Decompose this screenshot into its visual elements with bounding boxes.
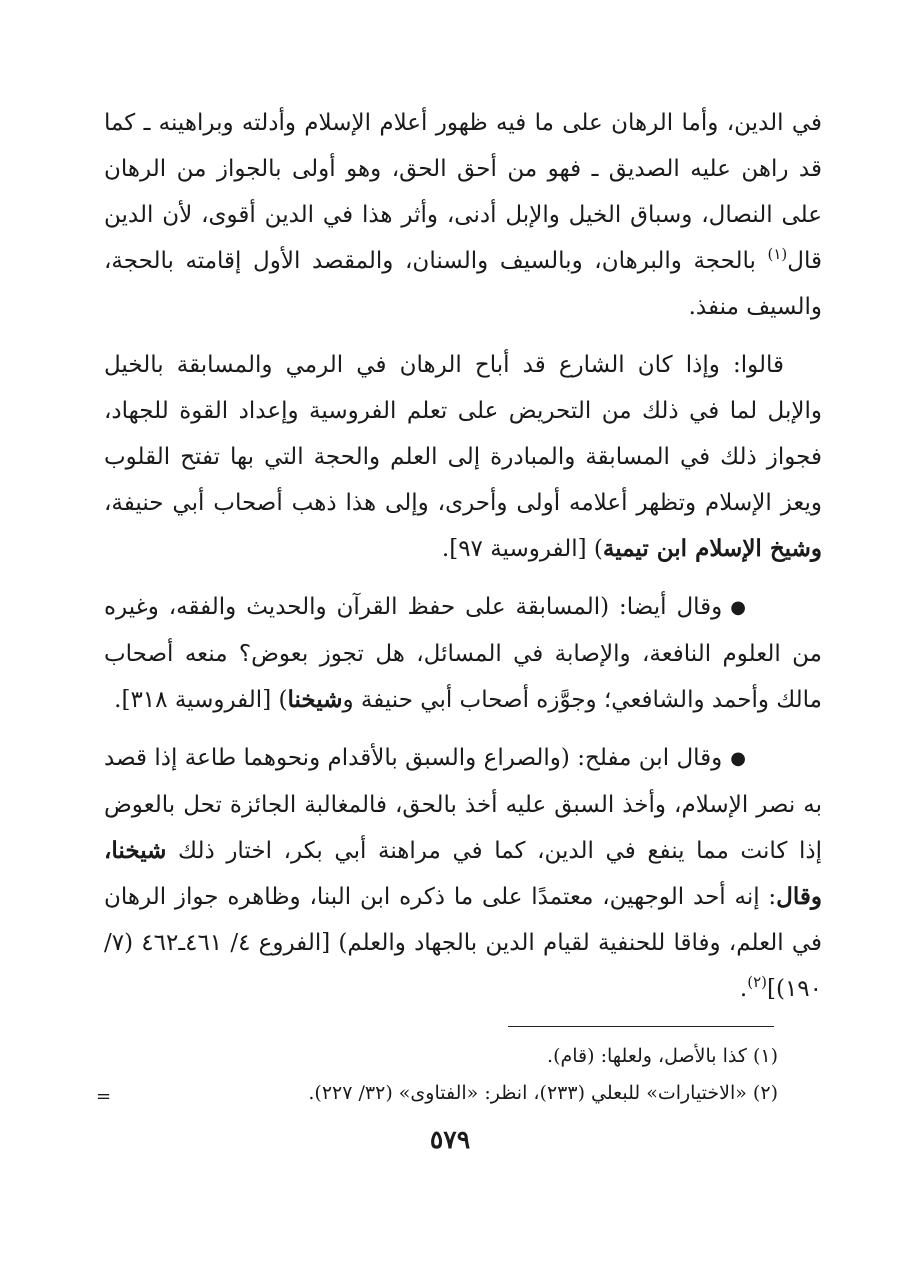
main-text <box>104 100 822 1012</box>
paragraph-3-bold: شيخنا <box>287 686 343 713</box>
footnote-2: (٢) «الاختيارات» للبعلي (٢٣٣)، انظر: «الفتاوى» (٣٢/ ٢٢٧). <box>308 1082 778 1104</box>
footnotes <box>210 1038 778 1112</box>
paragraph-2 <box>104 342 822 572</box>
paragraph-1-text: في الدين، وأما الرهان على ما فيه ظهور أعلام الإسلام وأدلته وبراهينه ـ كما قد راهن عليه الصديق ـ فهو من أحق الحق، وهو أولى بالجواز من الرهان على النصال، وسباق الخيل والإبل أدنى، وأثر هذا في الدين أقوى، لأن الدين قال <box>104 110 822 274</box>
paragraph-4-text-after: : إنه أحد الوجهين، معتمدًا على ما ذكره ابن البنا، وظاهره جواز الرهان في العلم، وفاقا للحنفية لقيام الدين بالجهاد والعلم) [الفروع ٤/ ٤٦١ـ٤٦٢ (٧/ ١٩٠)] <box>104 884 822 1002</box>
paragraph-3-text: وقال أيضا: (المسابقة على حفظ القرآن والحديث والفقه، وغيره من العلوم النافعة، والإصابة في المسائل، هل تجوز بعوض؟ منعه أصحاب مالك وأحمد والشافعي؛ وجوَّزه أصحاب أبي حنيفة و <box>104 594 822 713</box>
page-number: ٥٧٩ <box>429 1125 471 1154</box>
paragraph-1 <box>104 100 822 330</box>
footnote-ref-2: (٢) <box>747 973 767 991</box>
paragraph-4-bold: شيخنا، وقال <box>104 837 822 910</box>
bullet-icon: ● <box>730 748 746 769</box>
paragraph-2-text-after: ) [الفروسية ٩٧]. <box>441 536 603 562</box>
paragraph-1-text-after: بالحجة والبرهان، وبالسيف والسنان، والمقصد الأول إقامته بالحجة، والسيف منفذ. <box>104 248 822 320</box>
continuation-mark: = <box>96 1086 112 1107</box>
footnote-1: (١) كذا بالأصل، ولعلها: (قام). <box>547 1045 778 1067</box>
paragraph-4 <box>104 735 822 1012</box>
paragraph-2-text: قالوا: وإذا كان الشارع قد أباح الرهان في الرمي والمسابقة بالخيل والإبل لما في ذلك من التحريض على تعلم الفروسية وإعداد القوة للجهاد، فجواز ذلك في المسابقة والمبادرة إلى العلم والحجة التي بها تفتح القلوب ويعز الإسلام وتظهر أعلامه أولى وأحرى، وإلى هذا ذهب أصحاب أبي حنيفة، <box>104 352 822 516</box>
paragraph-3 <box>104 584 822 723</box>
paragraph-3-text-after: ) [الفروسية ٣١٨]. <box>114 687 288 713</box>
bullet-icon: ● <box>730 597 746 618</box>
footnote-divider <box>508 1026 774 1027</box>
paragraph-4-text-end: . <box>739 976 748 1002</box>
paragraph-2-bold: وشيخ الإسلام ابن تيمية <box>602 535 822 562</box>
footnote-ref-1: (١) <box>767 245 788 263</box>
paragraph-4-text: وقال ابن مفلح: (والصراع والسبق بالأقدام ونحوهما طاعة إذا قصد به نصر الإسلام، وأخذ السبق عليه أخذ بالحق، فالمغالبة الجائزة تحل بالعوض إذا كانت مما ينفع في الدين، كما في مراهنة أبي بكر، اختار ذلك <box>104 745 822 864</box>
